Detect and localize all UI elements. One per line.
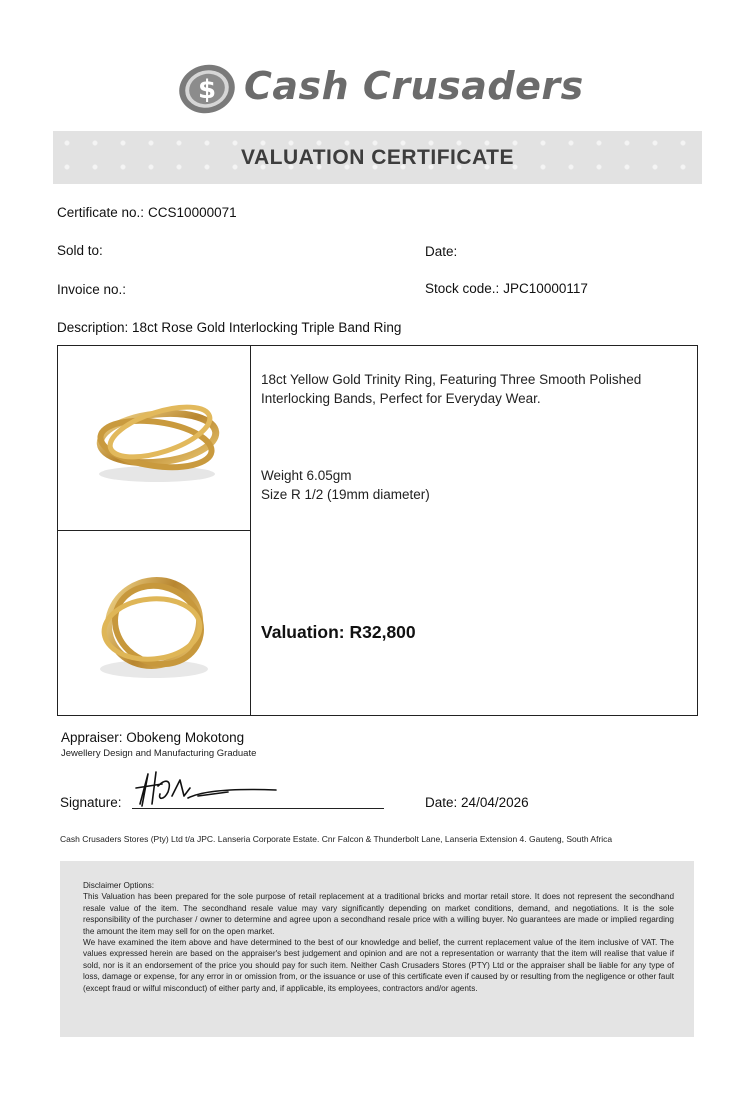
disclaimer-box [60,861,694,1037]
ring-image [58,531,250,715]
item-weight: Weight 6.05gm [261,468,352,483]
page-title: VALUATION CERTIFICATE [241,145,514,169]
brand-logo [176,60,586,120]
disclaimer-paragraph-2: We have examined the item above and have determined to the best of our knowledge and belief, the current replacement value of the item inclusive of VAT. The values expressed herein are based on the appraiser's best judgement and opinion and are not a representation or warranty that the item will realise that value if sold, nor is it an endorsement of the price you should pay for such item. Neither Cash Crusaders Stores (PTY) Ltd or the appraiser shall be liable for any type of loss, damage or expense, for any error in or omission from, or the issuance or use of this certificate even if caused by or resulting from the negligence or other fault (except fraud or wilful misconduct) of either party and, if applicable, its employees, contractors and/or agents. [83,938,674,993]
ring-photo-bottom [58,531,251,715]
signature-line [132,808,384,809]
brand-name: Cash Crusaders [244,64,584,108]
date-label: Date: [425,244,458,259]
stock-code-label: Stock code.: [425,281,500,296]
company-address: Cash Crusaders Stores (Pty) Ltd t/a JPC. Lanseria Corporate Estate. Cnr Falcon & Thunderbolt Lane, Lanseria Extension 4. Gauteng, South Africa [60,834,613,844]
signature-label: Signature: [60,795,122,810]
invoice-label: Invoice no.: [57,282,127,297]
description [57,320,401,335]
certificate-label: Certificate no.: [57,205,145,220]
certificate-number [57,205,237,220]
appraisal-date-value: 24/04/2026 [461,795,529,810]
appraisal-date-label: Date: [425,795,458,810]
stock-code [425,281,588,296]
stock-code-value: JPC10000117 [503,281,588,296]
item-details-text: 18ct Yellow Gold Trinity Ring, Featuring Three Smooth Polished Interlocking Bands, Perfect for Everyday Wear. [261,372,642,406]
description-label: Description: [57,320,129,335]
disclaimer-paragraph-1: This Valuation has been prepared for the sole purpose of retail replacement at a traditional bricks and mortar retail store. It does not represent the secondhand resale value of the item. The secondhand resale value may vary significantly depending on market conditions, demand, and negotiations. It is the sole responsibility of the purchaser / owner to determine and agree upon a secondhand resale price with a willing buyer. No guarantees are made or implied regarding the amount the item may sell for on the open market. [83,892,674,936]
certificate-value: CCS10000071 [148,205,237,220]
description-value: 18ct Rose Gold Interlocking Triple Band Ring [132,320,402,335]
disclaimer-title: Disclaimer Options: [83,881,154,890]
item-specs [261,466,430,504]
ring-image [58,346,250,530]
item-details [261,370,686,408]
valuation-amount: Valuation: R32,800 [261,622,416,642]
svg-text:$: $ [197,75,217,105]
title-banner [53,131,702,184]
date-field [425,244,457,259]
ring-photo-top [58,346,251,531]
item-size: Size R 1/2 (19mm diameter) [261,487,430,502]
sold-to [57,243,103,258]
appraiser-role: Jewellery Design and Manufacturing Graduate [61,748,257,759]
item-box [57,345,698,716]
invoice-number [57,282,126,297]
signature-mark [128,766,288,812]
dollar-shield-icon [176,60,238,116]
sold-to-label: Sold to: [57,243,103,258]
appraiser-name: Appraiser: Obokeng Mokotong [61,730,245,745]
appraisal-date [425,795,529,810]
